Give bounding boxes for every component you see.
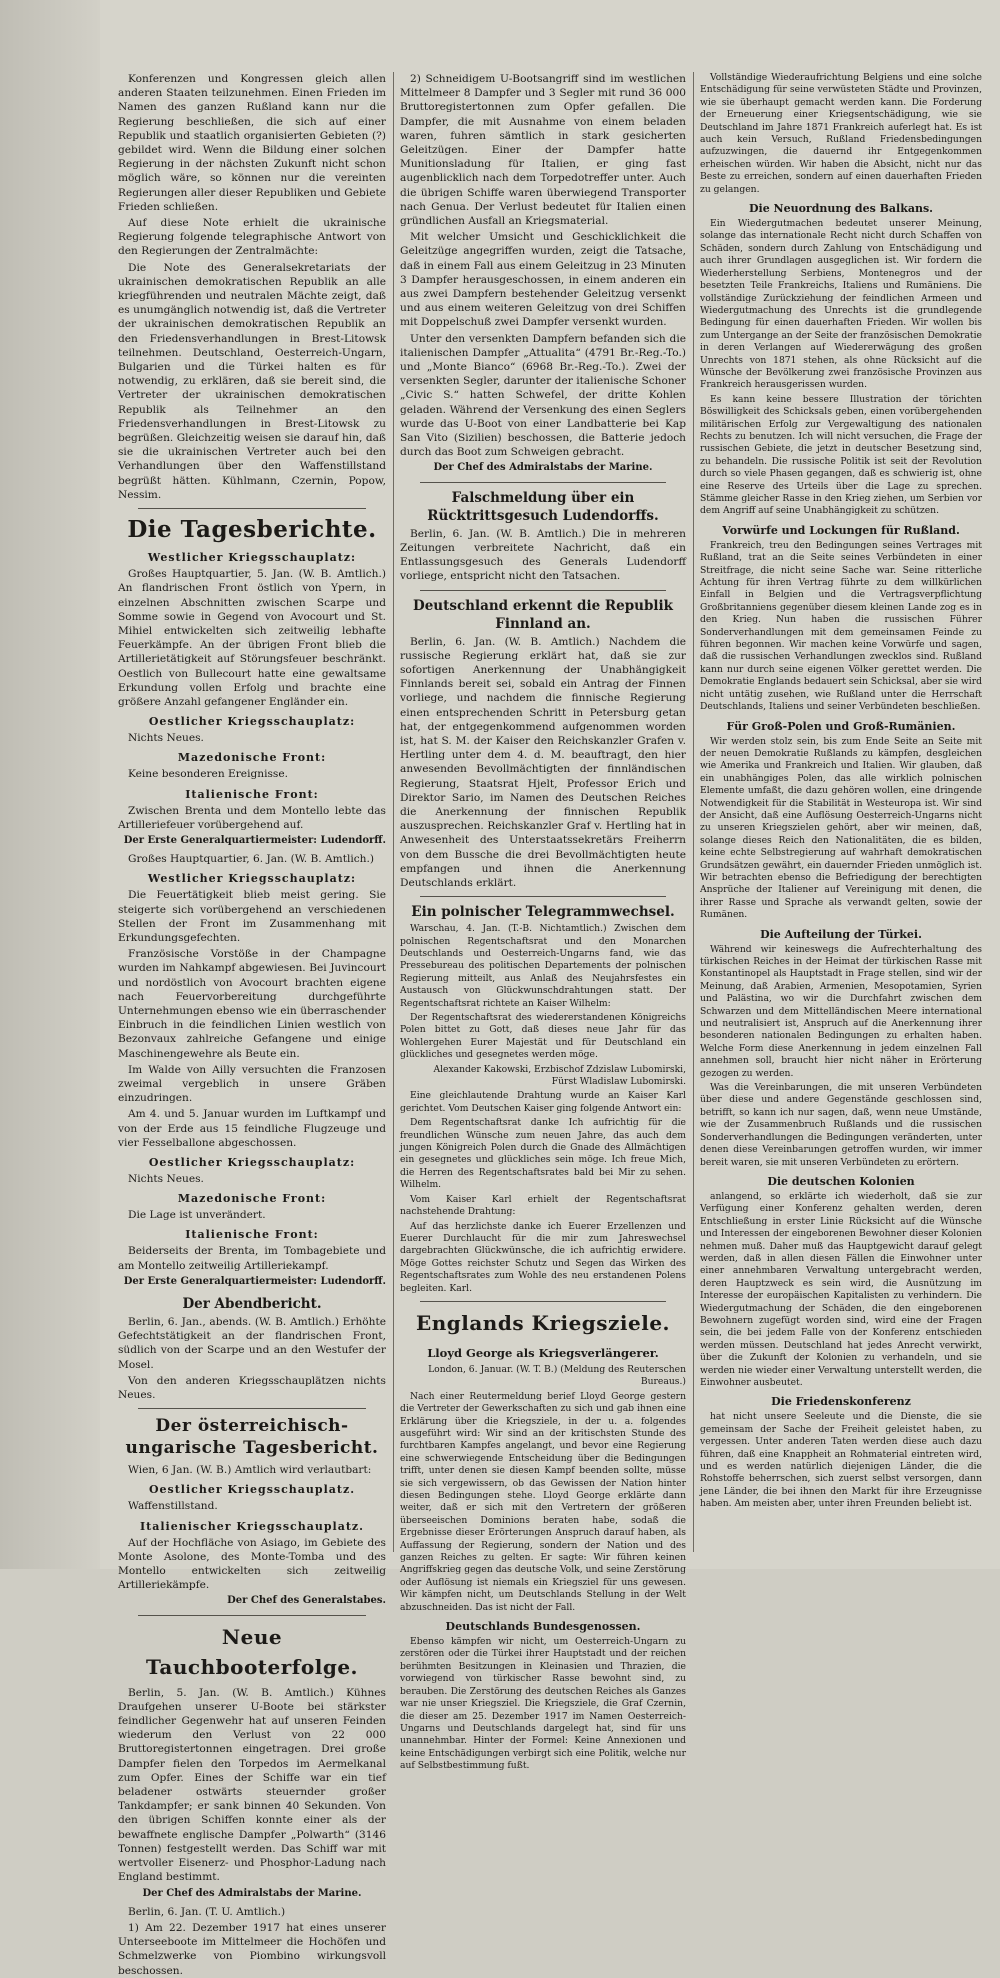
article-paragraph: Warschau, 4. Jan. (T.-B. Nichtamtlich.) Zwischen dem polnischen Regentschaftsrat und den Monarchen Deutschlands und Oesterreich-Ungarns fand, wie das Pressebureau des politischen Departements der polnischen Regierung mitteilt, aus Anlaß des Neujahrsfestes ein Austausch von Glückwunschdrahtungen statt. Der Regentschaftsrat richtete an Kaiser Wilhelm: <box>400 923 686 1009</box>
article-paragraph: Im Walde von Ailly versuchten die Franzosen zweimal vergeblich in unsere Gräben einzudringen. <box>118 1063 386 1105</box>
divider <box>420 482 666 483</box>
divider <box>138 508 366 509</box>
subheadline-lloyd: Lloyd George als Kriegsverlängerer. <box>427 1345 659 1360</box>
article-paragraph: Großes Hauptquartier, 5. Jan. (W. B. Amtlich.) An flandrischen Front östlich von Ypern, in einzelnen Abschnitten zwischen Scarpe und Somme sowie in Gegend von Avocourt und St. Mihiel entwickelten sich zeitweilig lebhafte Feuerkämpfe. An der übrigen Front blieb die Artillerietätigkeit auf Störungsfeuer beschränkt. Oestlich von Bullecourt hatte eine gewaltsame Erkundung vollen Erfolg und brachte eine größere Anzahl gefangener Engländer ein. <box>118 568 386 708</box>
column-rule <box>693 72 694 1552</box>
section-heading: Die Friedenskonferenz <box>771 1395 911 1409</box>
headline-polen: Ein polnischer Telegrammwechsel. <box>411 904 675 921</box>
article-paragraph: hat nicht unsere Seeleute und die Dienste, die sie gemeinsam der Sache der Freiheit geleistet haben, zu vergessen. Unter anderen Taten werden diese auch dazu führen, daß eine Knappheit an Rohmaterial eintreten wird, und es werden natürlich diejenigen Länder, die die Rohstoffe beherrschen, sich zuerst selbst versorgen, dann jene Länder, die bei ihnen den Markt für ihre Erzeugnisse haben. Am meisten aber, unter ihren Freunden beliebt ist. <box>700 1411 982 1510</box>
section-heading: Italienische Front: <box>185 1228 319 1242</box>
divider <box>420 896 666 897</box>
section-heading: Die Neuordnung des Balkans. <box>748 202 934 216</box>
article-paragraph: Die Feuertätigkeit blieb meist gering. Sie steigerte sich vorübergehend an verschiedenen Stellen der Front im Zusammenhang mit Erkundungsgefechten. <box>118 889 386 944</box>
article-paragraph: Beiderseits der Brenta, im Tombagebiete und am Montello zeitweilig Artilleriekampf. <box>118 1245 386 1272</box>
article-paragraph: Der Regentschaftsrat des wiedererstandenen Königreichs Polen bittet zu Gott, daß dieses neue Jahr für das Wohlergehen Eurer Majestät und für Deutschland ein glückliches und gesegnetes werden möge. <box>400 1012 686 1061</box>
signature: Der Erste Generalquartiermeister: Ludendorff. <box>123 1275 386 1287</box>
article-paragraph: 1) Am 22. Dezember 1917 hat eines unserer Unterseeboote im Mittelmeer die Hochöfen und Schmelzwerke von Piombino wirkungsvoll beschossen. <box>118 1921 386 1977</box>
divider <box>420 590 666 591</box>
article-paragraph: Wir werden stolz sein, bis zum Ende Seite an Seite mit der neuen Demokratie Rußlands zu kämpfen, desgleichen wie Amerika und Frankreich und Italien. Wir glauben, daß ein unabhängiges Polen, das alle wirklich polnischen Elemente umfaßt, die dazu gehören wollen, eine dringende Notwendigkeit für die Stabilität in Westeuropa ist. Wir sind der Ansicht, daß eine Auflösung Oesterreich-Ungarns nicht zu unseren Kriegszielen gehört, aber wir meinen, daß, solange dieses Reich den Nationalitäten, die es bilden, keine echte Selbstregierung auf wahrhaft demokratischen Grundsätzen gewährt, ein dauernder Frieden unmöglich ist. Wir betrachten ebenso die Befriedigung der berechtigten Ansprüche der Italiener auf Vereinigung mit denen, die ihrer Rasse und Sprache als verwandt gelten, sowie der Rumänen. <box>700 735 982 921</box>
article-paragraph: Eine gleichlautende Drahtung wurde an Kaiser Karl gerichtet. Vom Deutschen Kaiser ging folgende Antwort ein: <box>400 1090 686 1114</box>
article-paragraph: Nichts Neues. <box>128 1173 204 1185</box>
article-paragraph: Was die Vereinbarungen, die mit unseren Verbündeten über diese und andere Gegenstände geschlossen sind, betrifft, so kann ich nur sagen, daß, wenn neue Umstände, wie der Zusammenbruch Rußlands und die russischen Sonderverhandlungen die Bedingungen veränderten, unter denen diese Vereinbarungen getroffen wurden, wir immer bereit waren, sie mit unseren Verbündeten zu erörtern. <box>700 1082 982 1168</box>
page-gutter <box>0 0 100 1569</box>
article-paragraph: Berlin, 6. Jan. (W. B. Amtlich.) Die in mehreren Zeitungen verbreitete Nachricht, daß ein Entlassungsgesuch des Generals Ludendorff vorliege, entspricht nicht den Tatsachen. <box>400 527 686 583</box>
column-left <box>118 72 386 1977</box>
column-middle <box>400 72 686 1772</box>
headline-tauchboot: Neue Tauchbooterfolge. <box>145 1624 359 1679</box>
article-paragraph: Konferenzen und Kongressen gleich allen anderen Staaten teilzunehmen. Einen Frieden im Namen des ganzen Rußland kann nur die Regierung beschließen, die sich auf einer Republik und staatlich organisierten Gebieten (?) gebildet wird. Wenn die Bildung einer solchen Regierung in der nächsten Zukunft nicht schon möglich wäre, so können nur die vereinten Regierungen aller dieser Republiken und Gebiete Frieden schließen. <box>118 73 386 213</box>
article-paragraph: anlangend, so erklärte ich wiederholt, daß sie zur Verfügung einer Konferenz gehalten werden, deren Entschließung in erster Linie Rücksicht auf die Wünsche und Interessen der eingeborenen Bewohner dieser Kolonien nehmen muß. Daher muß das Hauptgewicht darauf gelegt werden, daß in allen diesen Fällen die Einwohner unter einer annehmbaren Verwaltung untergebracht werden, deren Hauptzweck es sein wird, die Ausnützung im Interesse der europäischen Kapitalisten zu verhindern. Die Wiedergutmachung der Schäden, die den eingeborenen Bewohnern zugefügt worden sind, wird eine der Fragen sein, die bei jedem Falle von der Konferenz entschieden werden müssen. Deutschland hat jedes Anrecht verwirkt, über die Zukunft der Kolonien zu verhandeln, und sie werden nie wieder einer Verwaltung unterstellt werden, die Einwohner ausbeutet. <box>700 1190 982 1388</box>
article-paragraph: Es kann keine bessere Illustration der törichten Böswilligkeit des Schicksals geben, einen vorübergehenden militärischen Erfolg zur Vergewaltigung des nationalen Rechts zu benutzen. Ich will nicht versuchen, die Frage der russischen Gebiete, die jetzt in deutscher Besetzung sind, zu behandeln. Die russische Politik ist seit der Revolution durch so viele Phasen gegangen, daß es schwierig ist, ohne eine Reserve des Urteils über die Lage zu sprechen. Stämme gleicher Rasse in den Krieg ziehen, um Serbien vor dem Angriff auf seine Unabhängigkeit zu schützen. <box>700 393 982 517</box>
article-paragraph: Während wir keineswegs die Aufrechterhaltung des türkischen Reiches in der Heimat der türkischen Rasse mit Konstantinopel als Hauptstadt in Frage stellen, sind wir der Meinung, daß Arabien, Armenien, Mesopotamien, Syrien und Palästina, wo wir die Durchfahrt zwischen dem Schwarzen und dem Mittelländischen Meere international und neutralisiert ist, Anspruch auf die Anerkennung ihrer besonderen nationalen Bedingungen zu erhalten haben. Welche Form diese Anerkennung in jedem einzelnen Fall annehmen soll, braucht hier nicht näher in Erörterung gezogen zu werden. <box>700 943 982 1079</box>
article-paragraph: Berlin, 6. Jan. (T. U. Amtlich.) <box>128 1905 286 1918</box>
headline-tagesberichte: Die Tagesberichte. <box>127 516 377 544</box>
article-paragraph: London, 6. Januar. (W. T. B.) (Meldung des Reuterschen Bureaus.) <box>428 1363 686 1388</box>
article-paragraph: Unter den versenkten Dampfern befanden sich die italienischen Dampfer „Attualita“ (4791 Br.-Reg.-To.) und „Monte Bianco“ (6968 Br.-Reg.-To.). Zwei der versenkten Segler, darunter der italienische Schoner „Civic S.“ hatten Schwefel, der dritte Kohlen geladen. Während der Versenkung des einen Seglers wurde das U-Boot von einer Landbatterie bei Kap San Vito (Sizilien) beschossen, die Batterie jedoch durch das Boot zum Schweigen gebracht. <box>400 332 686 459</box>
article-paragraph: Waffenstillstand. <box>128 1500 218 1513</box>
section-heading: Vorwürfe und Lockungen für Rußland. <box>722 523 960 537</box>
section-heading: Deutschlands Bundesgenossen. <box>445 1620 641 1634</box>
article-paragraph: Auf der Hochfläche von Asiago, im Gebiete des Monte Asolone, des Monte-Tomba und des Montello entwickelten sich zeitweilig Artilleriekämpfe. <box>118 1536 386 1592</box>
section-heading: Für Groß-Polen und Groß-Rumänien. <box>726 719 956 733</box>
article-paragraph: 2) Schneidigem U-Bootsangriff sind im westlichen Mittelmeer 8 Dampfer und 3 Segler mit rund 36 000 Bruttoregistertonnen zum Opfer gefallen. Die Dampfer, die mit Ausnahme von einem beladen waren, fuhren sämtlich in stark gesicherten Geleitzügen. Einer der Dampfer hatte Munitionsladung für Italien, er ging fast augenblicklich nach dem Torpedotreffer unter. Auch die übrigen Schiffe waren überwiegend Transporter nach Genua. Der Verlust bedeutet für Italien einen gründlichen Ausfall an Kriegsmaterial. <box>400 73 686 228</box>
article-paragraph: Dem Regentschaftsrat danke Ich aufrichtig für die freundlichen Wünsche zum neuen Jahre, das auch dem jungen Königreich Polen durch die Gnade des Allmächtigen ein gesegnetes und glückliches sein möge. Ich freue Mich, die Herren des Regentschaftsrates bald bei Mir zu sehen. Wilhelm. <box>400 1117 686 1191</box>
column-right <box>700 72 982 1562</box>
headline-oesterreich: Der österreichisch-ungarische Tagesbericht. <box>125 1416 379 1459</box>
article-paragraph: Auf das herzlichste danke ich Euerer Erzellenzen und Euerer Durchlaucht für die mir zum Jahreswechsel dargebrachten Glückwünsche, die ich aufrichtig erwidere. Möge Gottes reichster Schutz und Segen das Wirken des Regentschaftsrates zum Wohle des neu erstandenen Polens begleiten. Karl. <box>400 1220 686 1294</box>
article-paragraph: Mit welcher Umsicht und Geschicklichkeit die Geleitzüge angegriffen wurden, zeigt die Tatsache, daß in einem Fall aus einem Geleitzug in 23 Minuten 3 Dampfer herausgeschossen, in einem anderen ein aus zwei Dampfern bestehender Geleitzug versenkt und aus einem weiteren Geleitzug von drei Schiffen mit Doppelschuß zwei Dampfer versenkt wurden. <box>400 231 686 329</box>
section-heading: Oestlicher Kriegsschauplatz. <box>148 1483 356 1497</box>
article-paragraph: Berlin, 6. Jan., abends. (W. B. Amtlich.) Erhöhte Gefechtstätigkeit an der flandrischen Front, südlich von der Scarpe und an den Westufer der Mosel. <box>118 1316 386 1371</box>
headline-falschmeldung: Falschmeldung über ein Rücktrittsgesuch Ludendorffs. <box>427 489 659 524</box>
signature: Der Erste Generalquartiermeister: Ludendorff. <box>123 834 386 846</box>
section-heading: Oestlicher Kriegsschauplatz: <box>148 715 356 729</box>
section-heading: Mazedonische Front: <box>177 751 327 765</box>
section-heading: Oestlicher Kriegsschauplatz: <box>148 1156 356 1169</box>
section-heading: Westlicher Kriegsschauplatz: <box>147 872 357 886</box>
section-heading: Mazedonische Front: <box>177 1192 327 1206</box>
article-paragraph: Die Note des Generalsekretariats der ukrainischen demokratischen Republik an alle kriegführenden und neutralen Mächte zeigt, daß es unumgänglich notwendig ist, daß die Vertreter der ukrainischen demokratischen Republik an den Friedensverhandlungen in Brest-Litowsk teilnehmen. Deutschland, Oesterreich-Ungarn, Bulgarien und die Türkei halten es für notwendig, zu erklären, daß sie bereit sind, die Vertreter der ukrainischen demokratischen Republik als Teilnehmer an den Friedensverhandlungen in Brest-Litowsk zu begrüßen. Gleichzeitig weisen sie darauf hin, daß sie die ukrainischen Vertreter auch bei den Verhandlungen über den Waffenstillstand begrüßt hätten. Kühlmann, Czernin, Popow, Nessim. <box>118 261 386 501</box>
article-paragraph: Von den anderen Kriegsschauplätzen nichts Neues. <box>118 1374 386 1402</box>
section-heading: Italienische Front: <box>185 787 319 801</box>
article-paragraph: Berlin, 5. Jan. (W. B. Amtlich.) Kühnes Draufgehen unserer U-Boote bei stärkster feindlicher Gegenwehr hat auf unseren Feinden wiederum den Verlust von 22 000 Bruttoregistertonnen eingetragen. Drei große Dampfer fielen den Torpedos im Aermelkanal zum Opfer. Eines der Schiffe war ein tief beladener ostwärts steuernder großer Tankdampfer; er sank binnen 40 Sekunden. Von den übrigen Schiffen konnte einer als der bewaffnete englische Dampfer „Polwarth“ (3146 Tonnen) festgestellt werden. Das Schiff war mit wertvoller Eisenerz- und Phosphor-Ladung nach England bestimmt. <box>118 1686 386 1884</box>
section-heading: Die Aufteilung der Türkei. <box>760 927 922 941</box>
article-paragraph: Auf diese Note erhielt die ukrainische Regierung folgende telegraphische Antwort von den Regierungen der Zentralmächte: <box>118 217 386 258</box>
article-paragraph: Ein Wiedergutmachen bedeutet unserer Meinung, solange das internationale Recht nicht durch Schaffen von Schäden, sondern durch Zahlung von Entschädigung und auch ihrer Grundlagen ausgeglichen ist. Wir fordern die Wiederherstellung Serbiens, Montenegros und der besetzten Teile Frankreichs, Italiens und Rumäniens. Die vollständige Zurückziehung der feindlichen Armeen und Wiedergutmachung des Unrechts ist die grundlegende Bedingung für einen dauerhaften Frieden. Wir wollen bis zum Untergange an der Seite der französischen Demokratie in deren Verlangen auf Wiedererwägung des großen Unrechts von 1871 stehen, als ohne Rücksicht auf die Wünsche der Bevölkerung zwei französische Provinzen aus Frankreich herausgerissen wurden. <box>700 218 982 391</box>
headline-finnland: Deutschland erkennt die Republik Finnland an. <box>413 597 673 632</box>
divider <box>420 1301 666 1302</box>
signature: Der Chef des Admiralstabs der Marine. <box>142 1887 362 1899</box>
section-heading: Italienischer Kriegsschauplatz. <box>140 1519 364 1533</box>
article-paragraph: Ebenso kämpfen wir nicht, um Oesterreich-Ungarn zu zerstören oder die Türkei ihrer Hauptstadt und der reichen berühmten Besitzungen in Kleinasien und Thrazien, die vorwiegend von türkischer Rasse bewohnt sind, zu berauben. Die Zerstörung des deutschen Reiches als Ganzes war nie unser Kriegsziel. Die Kriegsziele, die Graf Czernin, die dieser am 25. Dezember 1917 im Namen Oesterreich-Ungarns und Deutschlands dargelegt hat, sind für uns unannehmbar. Hinter der Formel: Keine Annexionen und keine Entschädigungen verbirgt sich eine Politik, welche nur auf Selbstbestimmung fußt. <box>400 1636 686 1772</box>
article-paragraph: Nach einer Reutermeldung berief Lloyd George gestern die Vertreter der Gewerkschaften zu sich und gab ihnen eine Erklärung über die Kriegsziele, in der u. a. folgendes ausgeführt wird: Wir sind an der kritischsten Stunde des furchtbaren Kampfes angelangt, und bevor eine Regierung eine schwerwiegende Entscheidung über die Bedingungen trifft, unter denen sie diesen Kampf beenden sollte, müsse sie sich vergewissern, ob das Gewissen der Nation hinter diesen Bedingungen stehe. Lloyd George erklärte dann weiter, daß er sich mit den Vertretern der größeren überseeischen Dominions beraten habe, sodaß die Ergebnisse dieser Erörterungen Anspruch darauf haben, als Auffassung der Regierung, sondern der Nation und des ganzen Reiches zu gelten. Er sagte: Wir führen keinen Angriffskrieg gegen das deutsche Volk, und seine Zerstörung oder Auflösung ist niemals ein Kriegsziel für uns gewesen. Wir kämpfen nicht, um Deutschlands Stellung in der Welt abzuschneiden. Das ist nicht der Fall. <box>400 1390 686 1613</box>
headline-england: Englands Kriegsziele. <box>415 1310 671 1335</box>
article-paragraph: Frankreich, treu den Bedingungen seines Vertrages mit Rußland, trat an die Seite seines Verbündeten in einer Streitfrage, die nicht seine Sache war. Seine ritterliche Achtung für ihren Vertrag führte zu dem willkürlichen Einfall in Belgien und die Vertragsverpflichtung Großbritanniens gegenüber diesem kleinen Lande zog es in den Krieg. Nun haben die russischen Führer Sonderverhandlungen mit dem gemeinsamen Feinde zu führen begonnen. Wir machen keine Vorwürfe und sagen, daß die russischen Verhandlungen zwecklos sind. Rußland kann nur durch seine eigenen Völker gerettet werden. Die Demokratie Englands bedauert sein Schicksal, aber sie wird nicht untätig zusehen, wie Rußland unter die Herrschaft Deutschlands, Italiens und seiner Verbündeten beschließen. <box>700 539 982 713</box>
article-paragraph: Nichts Neues. <box>128 732 204 745</box>
article-paragraph: Die Lage ist unverändert. <box>128 1209 266 1222</box>
article-paragraph: Am 4. und 5. Januar wurden im Luftkampf und von der Erde aus 15 feindliche Flugzeuge und vier Fesselballone abgeschossen. <box>118 1108 386 1149</box>
headline-abendbericht: Der Abendbericht. <box>182 1296 322 1313</box>
divider <box>138 1408 366 1409</box>
article-paragraph: Großes Hauptquartier, 6. Jan. (W. B. Amtlich.) <box>128 853 375 866</box>
article-paragraph: Vom Kaiser Karl erhielt der Regentschaftsrat nachstehende Drahtung: <box>400 1193 686 1218</box>
article-paragraph: Berlin, 6. Jan. (W. B. Amtlich.) Nachdem die russische Regierung erklärt hat, daß sie zur sofortigen Anerkennung der Unabhängigkeit Finnlands bereit sei, sobald ein Antrag der Finnen vorliege, und nachdem die finnische Regierung einen entsprechenden Schritt in Petersburg getan hat, der entgegenkommend aufgenommen worden ist, hat S. M. der Kaiser den Reichskanzler Grafen v. Hertling unter dem 4. d. M. beauftragt, den hier anwesenden Bevollmächtigten der finnländischen Regierung, Staatsrat Hjelt, Professor Erich und Direktor Sario, im Namen des Deutschen Reiches die Anerkennung der finnischen Republik auszusprechen. Reichskanzler Graf v. Hertling hat in Anwesenheit des Unterstaatssekretärs Freiherrn von dem Bussche die drei Bevollmächtigten heute empfangen und ihnen die Anerkennung Deutschlands erklärt. <box>400 635 686 889</box>
article-paragraph: Keine besonderen Ereignisse. <box>128 768 288 781</box>
article-paragraph: Vollständige Wiederaufrichtung Belgiens und eine solche Entschädigung für seine verwüsteten Städte und Provinzen, wie sie überhaupt gemacht werden kann. Die Forderung der Erneuerung einer Kriegsentschädigung, wie sie Deutschland im Jahre 1871 Frankreich auferlegt hat. Es ist auch kein Versuch, Rußland Friedensbedingungen aufzuzwingen, die dauernd ihr Entgegenkommen erheischen würden. Wir haben die Absicht, nicht nur das Beste zu erreichen, sondern auf einen dauerhaften Frieden zu gelangen. <box>700 72 982 195</box>
signature: Der Chef des Generalstabes. <box>227 1595 386 1607</box>
article-paragraph: Französische Vorstöße in der Champagne wurden im Nahkampf abgewiesen. Bei Juvincourt und nordöstlich von Avocourt brachten eigene nach Feuervorbereitung durchgeführte Unternehmungen ebenso wie ein überraschender Einbruch in die feindlichen Linien westlich von Bezonvaux zahlreiche Gefangene und einige Maschinengewehre als Beute ein. <box>118 948 386 1060</box>
column-rule <box>393 72 394 1552</box>
section-heading: Westlicher Kriegsschauplatz: <box>147 551 357 565</box>
article-paragraph: Zwischen Brenta und dem Montello lebte das Artilleriefeuer vorübergehend auf. <box>118 804 386 831</box>
divider <box>138 1615 366 1616</box>
article-paragraph: Alexander Kakowski, Erzbischof Zdzislaw Lubomirski, Fürst Wladislaw Lubomirski. <box>433 1063 686 1088</box>
article-paragraph: Wien, 6 Jan. (W. B.) Amtlich wird verlautbart: <box>128 1464 372 1477</box>
section-heading: Die deutschen Kolonien <box>767 1174 915 1188</box>
signature: Der Chef des Admiralstabs der Marine. <box>433 462 653 474</box>
